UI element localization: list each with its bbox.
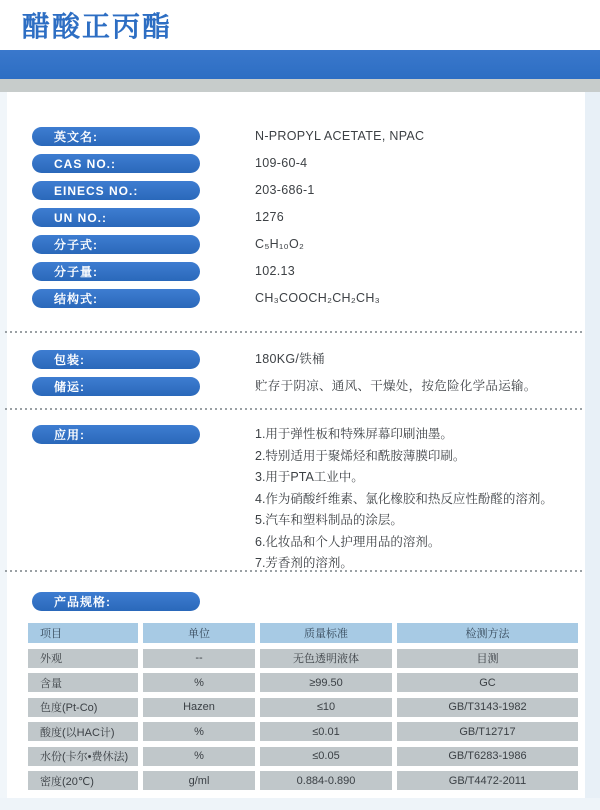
field-row-einecs-no (0, 181, 600, 200)
spec-cell: -- (143, 649, 255, 668)
spec-cell: Hazen (143, 698, 255, 717)
field-row-english-name (0, 127, 600, 146)
spec-table-row-purity (28, 673, 578, 692)
application-item: 2.特别适用于聚烯烃和酰胺薄膜印刷。 (255, 448, 466, 463)
field-label-pill: 结构式: (32, 289, 200, 308)
spec-cell: 密度(20℃) (28, 771, 138, 790)
application-item: 6.化妆品和个人护理用品的溶剂。 (255, 534, 441, 549)
field-label-pill: 包装: (32, 350, 200, 369)
page-title: 醋酸正丙酯 (22, 11, 173, 42)
spec-table (28, 623, 578, 790)
spec-cell: ≤10 (260, 698, 392, 717)
field-row-spec (0, 592, 600, 611)
field-label-pill: UN NO.: (32, 208, 200, 227)
field-value: 102.13 (255, 264, 296, 278)
field-label-pill: 分子式: (32, 235, 200, 254)
field-value: CH₃COOCH₂CH₂CH₃ (255, 291, 381, 305)
spec-cell: ≤0.05 (260, 747, 392, 766)
application-item: 5.汽车和塑料制品的涂层。 (255, 513, 403, 527)
spec-cell: 无色透明液体 (260, 649, 392, 668)
field-row-molecular-weight (0, 262, 600, 281)
spec-cell: % (143, 722, 255, 741)
application-list (255, 424, 590, 575)
header-banner-stripe (0, 79, 600, 92)
section-divider (5, 570, 583, 572)
spec-cell: GB/T4472-2011 (397, 771, 578, 790)
section-divider (5, 331, 583, 333)
application-item: 7.芳香剂的溶剂。 (255, 556, 353, 570)
field-row-storage (0, 377, 600, 396)
spec-table-row-moisture (28, 747, 578, 766)
field-value: 1276 (255, 210, 285, 224)
spec-cell: 外观 (28, 649, 138, 668)
spec-table-row-appearance (28, 649, 578, 668)
field-label-pill: 产品规格: (32, 592, 200, 611)
field-row-structural-formula (0, 289, 600, 308)
application-item: 4.作为硝酸纤维素、氯化橡胶和热反应性酚醛的溶剂。 (255, 491, 553, 506)
spec-cell: GB/T6283-1986 (397, 747, 578, 766)
field-label-pill: 英文名: (32, 127, 200, 146)
spec-header-method: 检测方法 (397, 623, 578, 643)
field-row-packaging (0, 350, 600, 369)
spec-cell: % (143, 673, 255, 692)
spec-header-standard: 质量标准 (260, 623, 392, 643)
spec-cell: g/ml (143, 771, 255, 790)
spec-cell: % (143, 747, 255, 766)
field-label-pill: 储运: (32, 377, 200, 396)
spec-table-row-acidity (28, 722, 578, 741)
spec-table-row-density (28, 771, 578, 790)
spec-cell: 色度(Pt-Co) (28, 698, 138, 717)
spec-table-header-row (28, 623, 578, 643)
application-item: 1.用于弹性板和特殊屏幕印刷油墨。 (255, 427, 453, 441)
spec-cell: GB/T12717 (397, 722, 578, 741)
header-banner (0, 50, 600, 79)
field-value: 109-60-4 (255, 156, 308, 170)
field-row-cas-no (0, 154, 600, 173)
field-value: C₅H₁₀O₂ (255, 237, 305, 251)
spec-cell: ≥99.50 (260, 673, 392, 692)
field-row-un-no (0, 208, 600, 227)
spec-cell: 酸度(以HAC计) (28, 722, 138, 741)
field-label-pill: CAS NO.: (32, 154, 200, 173)
spec-cell: 水份(卡尔•费休法) (28, 747, 138, 766)
spec-cell: 0.884-0.890 (260, 771, 392, 790)
field-label-pill: 应用: (32, 425, 200, 444)
field-value: 180KG/铁桶 (255, 352, 325, 366)
scan-edge-bottom (0, 798, 600, 810)
field-value: 203-686-1 (255, 183, 315, 197)
spec-header-item: 项目 (28, 623, 138, 643)
spec-header-unit: 单位 (143, 623, 255, 643)
spec-cell: GB/T3143-1982 (397, 698, 578, 717)
field-row-molecular-formula (0, 235, 600, 254)
field-value: 贮存于阴凉、通风、干燥处，按危险化学品运输。 (255, 379, 537, 393)
field-value: N-PROPYL ACETATE, NPAC (255, 129, 425, 143)
section-divider (5, 408, 583, 410)
spec-cell: 目测 (397, 649, 578, 668)
spec-table-row-color (28, 698, 578, 717)
spec-cell: GC (397, 673, 578, 692)
field-label-pill: 分子量: (32, 262, 200, 281)
spec-cell: ≤0.01 (260, 722, 392, 741)
field-label-pill: EINECS NO.: (32, 181, 200, 200)
application-item: 3.用于PTA工业中。 (255, 470, 364, 484)
spec-cell: 含量 (28, 673, 138, 692)
